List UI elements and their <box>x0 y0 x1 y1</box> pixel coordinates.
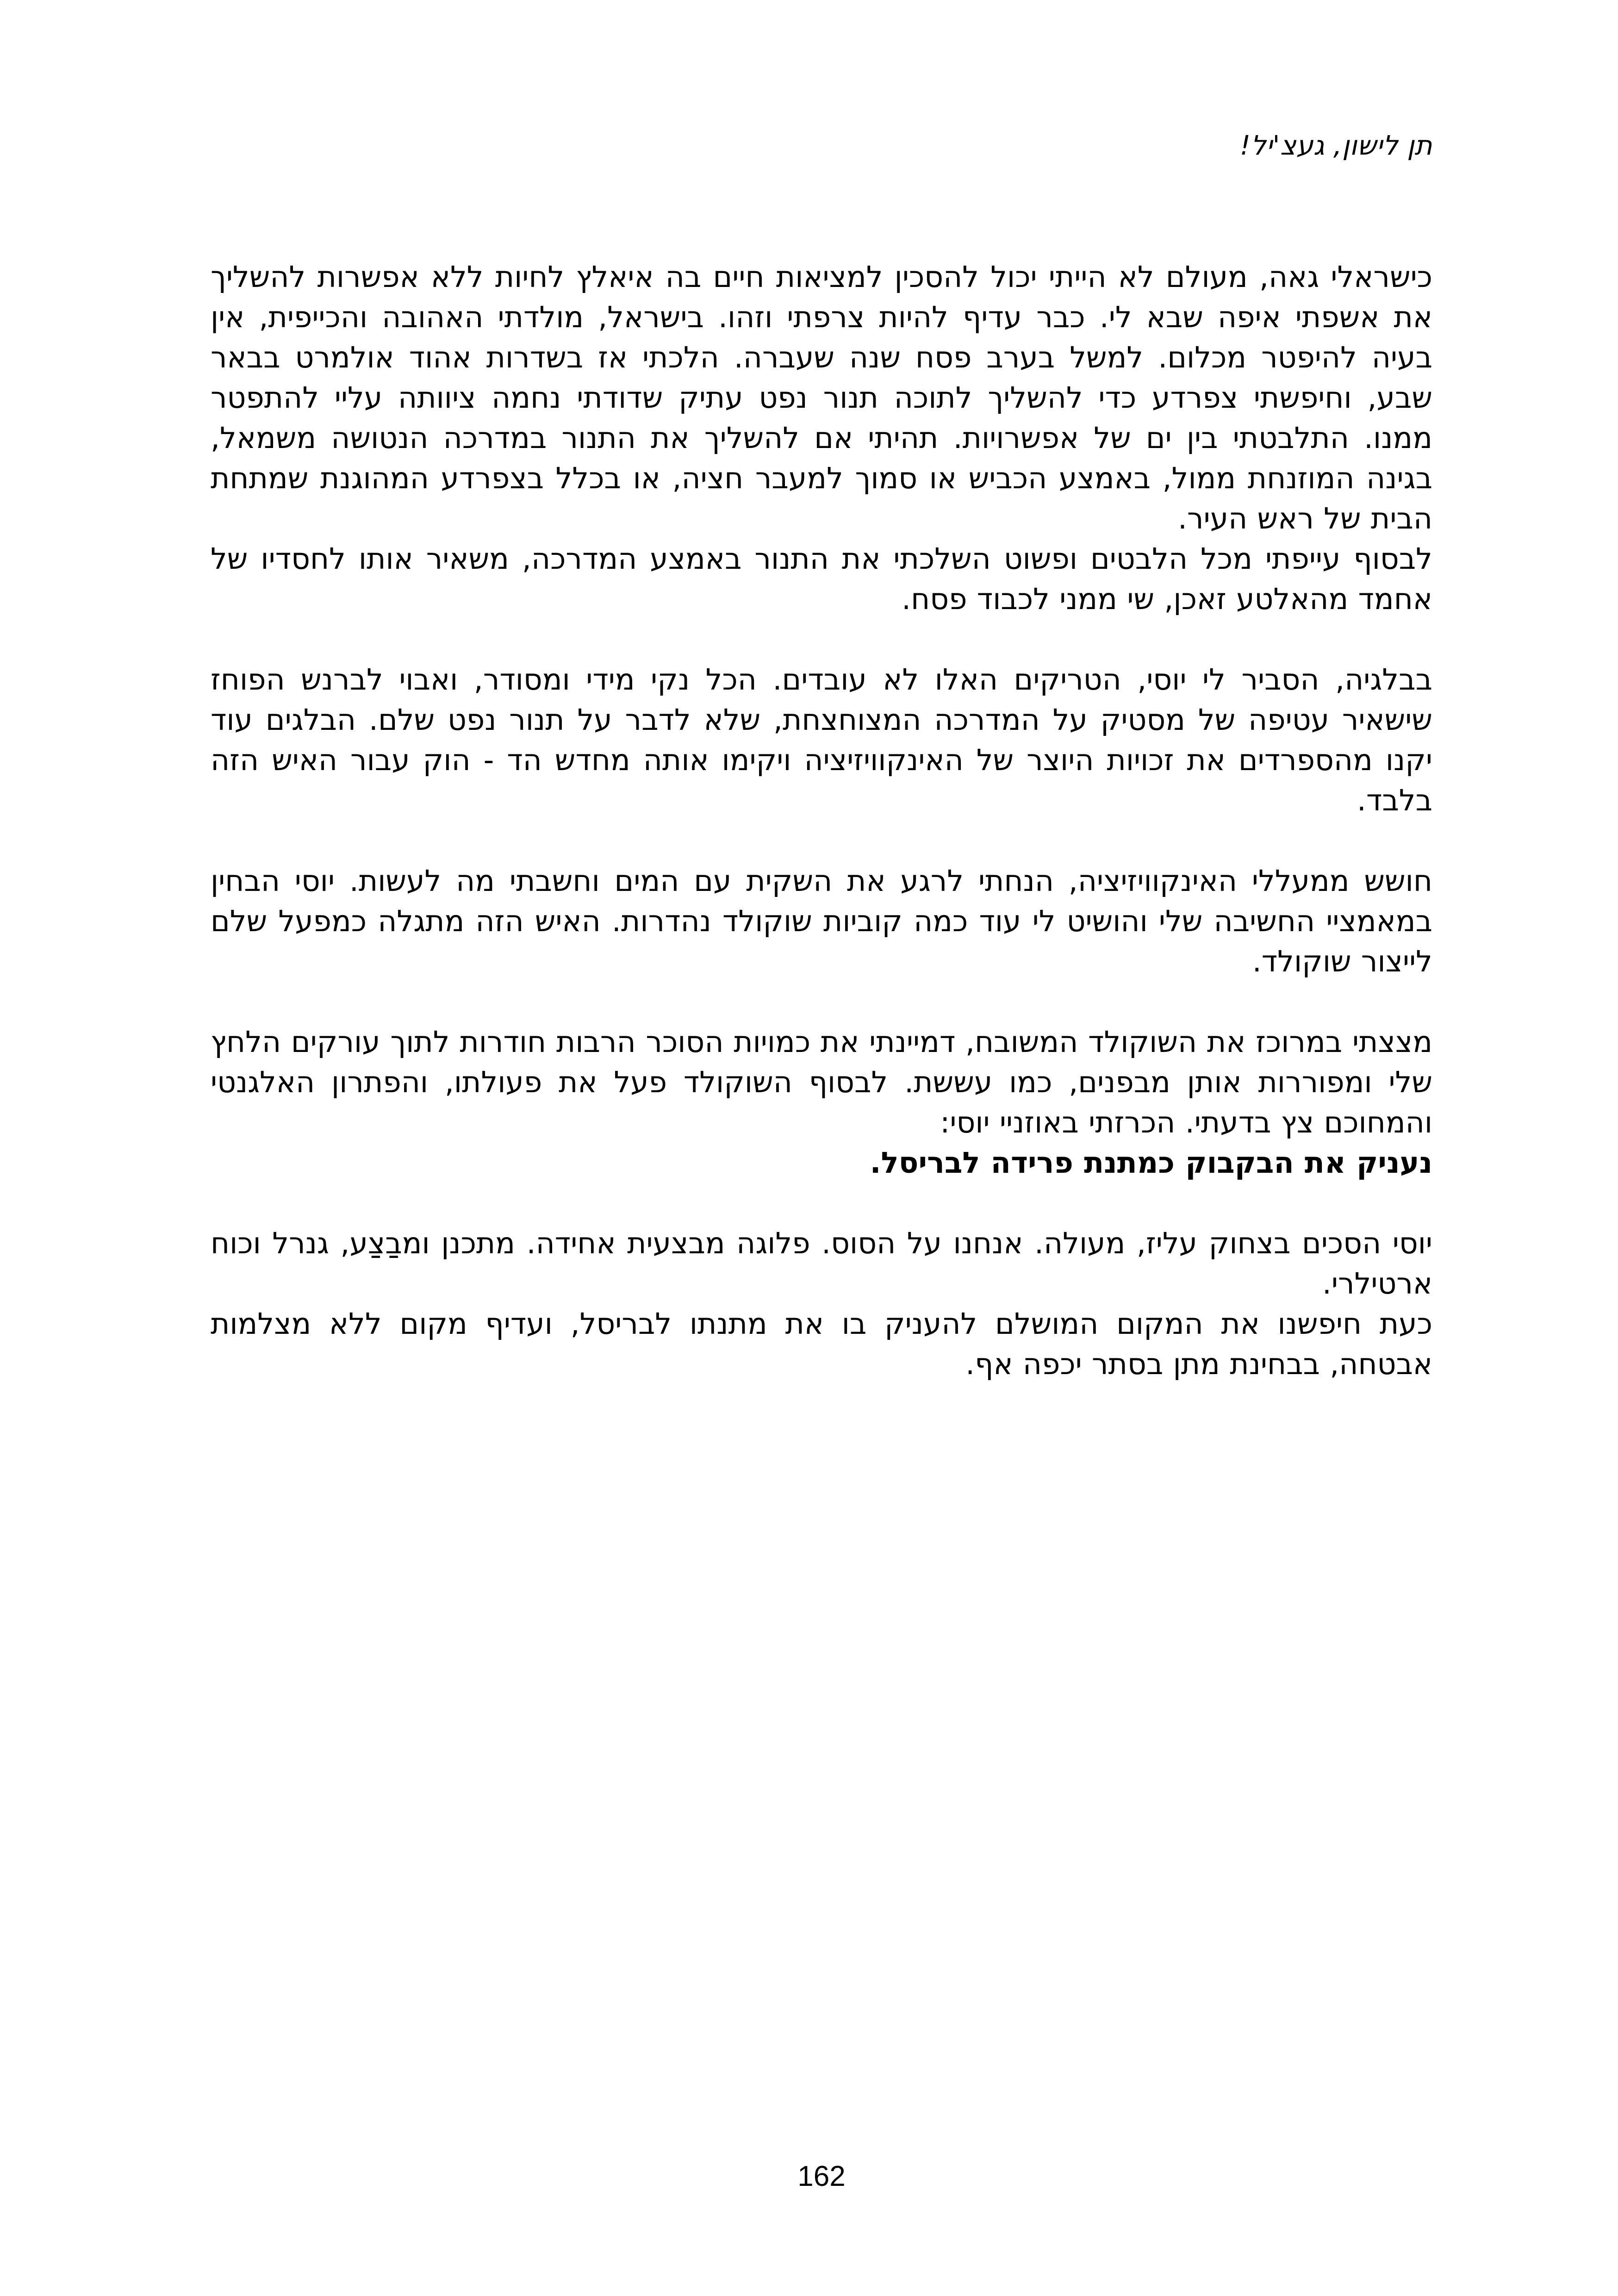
paragraph: כעת חיפשנו את המקום המושלם להעניק בו את מתנתו לבריסל, ועדיף מקום ללא מצלמות אבטחה, בבחינת מתן בסתר יכפה אף. <box>211 1307 1432 1381</box>
page-number: 162 <box>797 2160 846 2192</box>
paragraph: בבלגיה, הסביר לי יוסי, הטריקים האלו לא עובדים. הכל נקי מידי ומסודר, ואבוי לברנש הפוחז שישאיר עטיפה של מסטיק על המדרכה המצוחצחת, שלא לדבר על תנור נפט שלם. הבלגים עוד יקנו מהספרדים את זכויות היוצר של האינקוויזיציה ויקימו אותה מחדש הד - הוק עבור האיש הזה בלבד. <box>211 663 1432 817</box>
paragraph: כישראלי גאה, מעולם לא הייתי יכול להסכין למציאות חיים בה איאלץ לחיות ללא אפשרות להשליך את אשפתי איפה שבא לי. כבר עדיף להיות צרפתי וזהו. בישראל, מולדתי האהובה והכייפית, אין בעיה להיפטר מכלום. למשל בערב פסח שנה שעברה. הלכתי אז בשדרות אהוד אולמרט בבאר שבע, וחיפשתי צפרדע כדי להשליך לתוכה תנור נפט עתיק שדודתי נחמה ציוותה עליי להתפטר ממנו. התלבטתי בין ים של אפשרויות. תהיתי אם להשליך את התנור במדרכה הנטושה משמאל, בגינה המוזנחת ממול, באמצע הכביש או סמוך למעבר חציה, או בכלל בצפרדע המהוגנת שמתחת הבית של ראש העיר. <box>211 260 1432 535</box>
body-text-block <box>211 257 1432 1384</box>
paragraph: לבסוף עייפתי מכל הלבטים ופשוט השלכתי את התנור באמצע המדרכה, משאיר אותו לחסדיו של אחמד מהאלטע זאכן, שי ממני לכבוד פסח. <box>211 542 1432 616</box>
paragraph-emphasized: נעניק את הבקבוק כמתנת פרידה לבריסל. <box>870 1146 1432 1180</box>
page-content-area <box>211 0 1432 2296</box>
paragraph: יוסי הסכים בצחוק עליז, מעולה. אנחנו על הסוס. פלוגה מבצעית אחידה. מתכנן ומבַצַע, גנרל וכוח ארטילרי. <box>211 1226 1432 1300</box>
paragraph: מצצתי במרוכז את השוקולד המשובח, דמיינתי את כמויות הסוכר הרבות חודרות לתוך עורקים הלחץ שלי ומפוררות אותן מבפנים, כמו עששת. לבסוף השוקולד פעל את פעולתו, והפתרון האלגנטי והמחוכם צץ בדעתי. הכרזתי באוזניי יוסי: <box>211 1025 1432 1139</box>
running-header: תן לישון, געצ'יל! <box>1239 130 1432 161</box>
paragraph: חושש ממעללי האינקוויזיציה, הנחתי לרגע את השקית עם המים וחשבתי מה לעשות. יוסי הבחין במאמציי החשיבה שלי והושיט לי עוד כמה קוביות שוקולד נהדרות. האיש הזה מתגלה כמפעל שלם לייצור שוקולד. <box>211 864 1432 978</box>
